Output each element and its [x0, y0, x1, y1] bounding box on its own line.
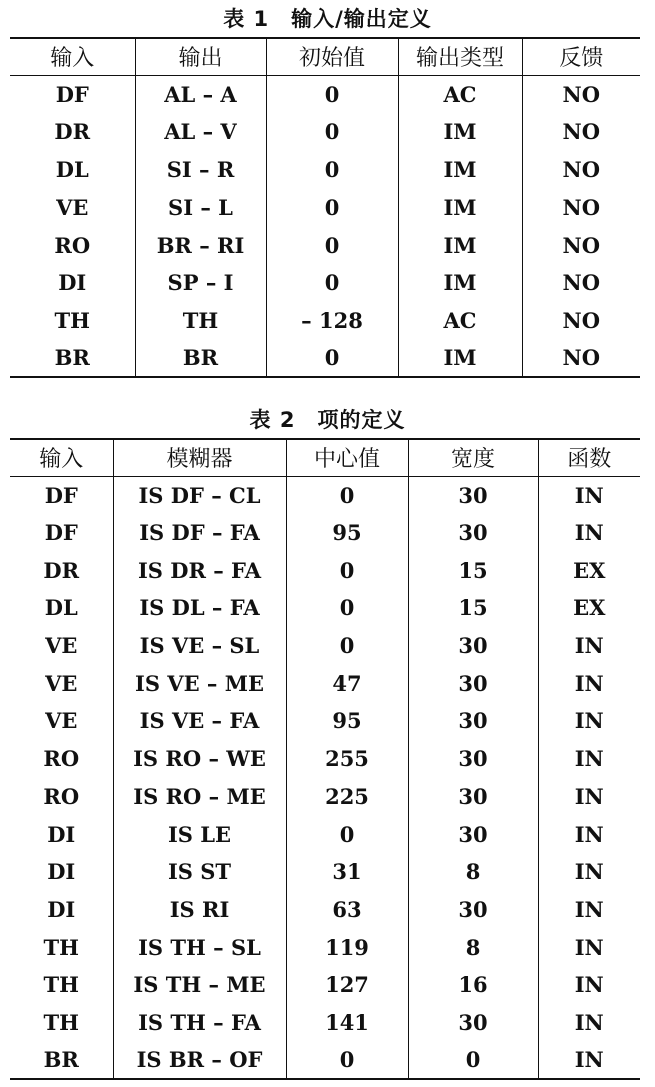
table1 [10, 37, 640, 378]
table2-row [10, 891, 640, 929]
table2-cell: 127 [286, 966, 408, 1004]
table1-cell: 0 [266, 151, 398, 189]
table1-header-cell: 反馈 [522, 38, 640, 75]
table2 [10, 438, 640, 1080]
table2-row [10, 589, 640, 627]
table2-header-cell: 宽度 [408, 439, 538, 476]
table2-cell: 30 [408, 664, 538, 702]
table1-cell: DL [55, 156, 89, 182]
table2-cell: BR [43, 1047, 79, 1073]
table2-row [10, 966, 640, 1004]
table1-cell: AL – V [135, 113, 266, 151]
table1-cell: BR [54, 345, 90, 371]
table1-cell: IM [398, 340, 522, 378]
table2-header-cell: 模糊器 [113, 439, 286, 476]
table2-cell: IS DF – CL [113, 476, 286, 514]
table2-cell: IS LE [113, 815, 286, 853]
table1-cell: NO [522, 188, 640, 226]
table2-cell: 225 [286, 778, 408, 816]
table1-body [10, 75, 640, 377]
table2-cell: IS DF – FA [113, 514, 286, 552]
table1-cell: AL – A [135, 75, 266, 113]
table2-row [10, 664, 640, 702]
table2-cell: 0 [286, 815, 408, 853]
table1-cell: IM [398, 226, 522, 264]
table2-cell: IN [538, 514, 640, 552]
table2-cell: DI [47, 896, 76, 922]
table2-row [10, 476, 640, 514]
table1-cell: TH [54, 308, 90, 334]
table2-cell: EX [538, 589, 640, 627]
table1-header-cell: 输出类型 [398, 38, 522, 75]
table2-cell: DI [47, 821, 76, 847]
table2-cell: IS VE – FA [113, 702, 286, 740]
table2-cell: IS ST [113, 853, 286, 891]
table1-cell: NO [522, 340, 640, 378]
table2-header-row [10, 439, 640, 476]
table1-header-cell: 初始值 [266, 38, 398, 75]
table2-cell: IN [538, 928, 640, 966]
table1-cell: SP – I [135, 264, 266, 302]
table2-cell: DR [43, 557, 80, 583]
table2-cell: IN [538, 476, 640, 514]
table2-cell: IS DR – FA [113, 551, 286, 589]
table2-cell: RO [43, 783, 80, 809]
table2-row [10, 1004, 640, 1042]
table2-row [10, 928, 640, 966]
table2-header-cell: 函数 [538, 439, 640, 476]
table1-cell: BR [135, 340, 266, 378]
table2-cell: 0 [286, 627, 408, 665]
table1-cell: 0 [266, 113, 398, 151]
table2-row [10, 702, 640, 740]
table1-header-row [10, 38, 640, 75]
table1-row [10, 113, 640, 151]
table2-cell: 8 [408, 853, 538, 891]
table1-cell: NO [522, 264, 640, 302]
table2-cell: 30 [408, 1004, 538, 1042]
table2-cell: IN [538, 627, 640, 665]
table2-cell: 141 [286, 1004, 408, 1042]
table1-cell: RO [54, 232, 91, 258]
table2-cell: TH [43, 972, 79, 998]
table1-cell: NO [522, 151, 640, 189]
table2-cell: 30 [408, 627, 538, 665]
table2-row [10, 815, 640, 853]
table2-row [10, 778, 640, 816]
table1-cell: 0 [266, 226, 398, 264]
table1-row [10, 264, 640, 302]
table2-cell: EX [538, 551, 640, 589]
table2-body [10, 476, 640, 1079]
table2-cell: DF [44, 482, 78, 508]
table2-cell: 255 [286, 740, 408, 778]
table2-cell: IN [538, 778, 640, 816]
table1-cell: IM [398, 264, 522, 302]
table2-cell: IS TH – ME [113, 966, 286, 1004]
table2-cell: 30 [408, 702, 538, 740]
table2-cell: DL [44, 595, 78, 621]
table2-row [10, 551, 640, 589]
table2-cell: IN [538, 702, 640, 740]
table2-cell: IN [538, 740, 640, 778]
table1-cell: BR – RI [135, 226, 266, 264]
table2-cell: IN [538, 891, 640, 929]
table1-cell: IM [398, 188, 522, 226]
table1-cell: VE [56, 194, 89, 220]
table2-cell: IS TH – FA [113, 1004, 286, 1042]
table2-cell: DF [44, 520, 78, 546]
table2-cell: IS VE – SL [113, 627, 286, 665]
table2-cell: 15 [408, 589, 538, 627]
table2-cell: 30 [408, 476, 538, 514]
table1-cell: NO [522, 113, 640, 151]
table1-cell: DF [55, 81, 89, 107]
table1-caption: 表 1 输入/输出定义 [223, 7, 432, 31]
table2-row [10, 740, 640, 778]
table2-cell: 30 [408, 778, 538, 816]
table2-cell: DI [47, 859, 76, 885]
table1-cell: AC [398, 75, 522, 113]
table2-cell: 31 [286, 853, 408, 891]
table2-cell: TH [43, 934, 79, 960]
table1-cell: – 128 [266, 302, 398, 340]
table2-header-cell: 输入 [10, 439, 113, 476]
table2-cell: 0 [286, 1041, 408, 1079]
table1-cell: 0 [266, 75, 398, 113]
table2-cell: IS TH – SL [113, 928, 286, 966]
table2-row [10, 514, 640, 552]
table1-cell: TH [135, 302, 266, 340]
table2-cell: VE [45, 708, 78, 734]
table1-header-cell: 输出 [135, 38, 266, 75]
table1-cell: 0 [266, 188, 398, 226]
table1-cell: IM [398, 151, 522, 189]
table2-cell: TH [43, 1009, 79, 1035]
table2-cell: 0 [286, 476, 408, 514]
table2-row [10, 1041, 640, 1079]
table2-cell: IS RO – WE [113, 740, 286, 778]
table1-cell: NO [522, 226, 640, 264]
table1-cell: 0 [266, 264, 398, 302]
table2-row [10, 853, 640, 891]
table2-row [10, 627, 640, 665]
table2-cell: IS VE – ME [113, 664, 286, 702]
table2-cell: 0 [286, 589, 408, 627]
table1-row [10, 75, 640, 113]
table2-cell: 47 [286, 664, 408, 702]
table1-header-cell: 输入 [10, 38, 135, 75]
table2-cell: IS DL – FA [113, 589, 286, 627]
table1-cell: 0 [266, 340, 398, 378]
table2-cell: VE [45, 633, 78, 659]
table2-cell: IS BR – OF [113, 1041, 286, 1079]
table2-cell: 30 [408, 514, 538, 552]
table2-header-cell: 中心值 [286, 439, 408, 476]
table2-cell: 0 [408, 1041, 538, 1079]
table2-cell: IN [538, 1004, 640, 1042]
table1-cell: AC [398, 302, 522, 340]
table2-cell: 16 [408, 966, 538, 1004]
table1-cell: SI – R [135, 151, 266, 189]
table1-row [10, 151, 640, 189]
table2-cell: 95 [286, 702, 408, 740]
table1-row [10, 302, 640, 340]
table2-cell: 30 [408, 815, 538, 853]
table2-cell: IN [538, 853, 640, 891]
table1-cell: IM [398, 113, 522, 151]
table2-cell: IN [538, 815, 640, 853]
table1-row [10, 226, 640, 264]
table2-caption: 表 2 项的定义 [249, 408, 406, 432]
table2-cell: 30 [408, 891, 538, 929]
table1-cell: SI – L [135, 188, 266, 226]
table2-cell: RO [43, 746, 80, 772]
table2-cell: IN [538, 664, 640, 702]
table2-cell: 30 [408, 740, 538, 778]
table2-cell: 95 [286, 514, 408, 552]
table2-cell: 0 [286, 551, 408, 589]
table2-cell: 119 [286, 928, 408, 966]
table2-cell: IN [538, 1041, 640, 1079]
table2-cell: IN [538, 966, 640, 1004]
table2-cell: IS RO – ME [113, 778, 286, 816]
table1-row [10, 188, 640, 226]
table1-cell: DR [54, 119, 91, 145]
table2-cell: 8 [408, 928, 538, 966]
table2-cell: 15 [408, 551, 538, 589]
table2-cell: 63 [286, 891, 408, 929]
table2-cell: IS RI [113, 891, 286, 929]
table1-cell: NO [522, 75, 640, 113]
table1-row [10, 340, 640, 378]
table1-cell: NO [522, 302, 640, 340]
table2-cell: VE [45, 670, 78, 696]
table1-cell: DI [58, 270, 87, 296]
